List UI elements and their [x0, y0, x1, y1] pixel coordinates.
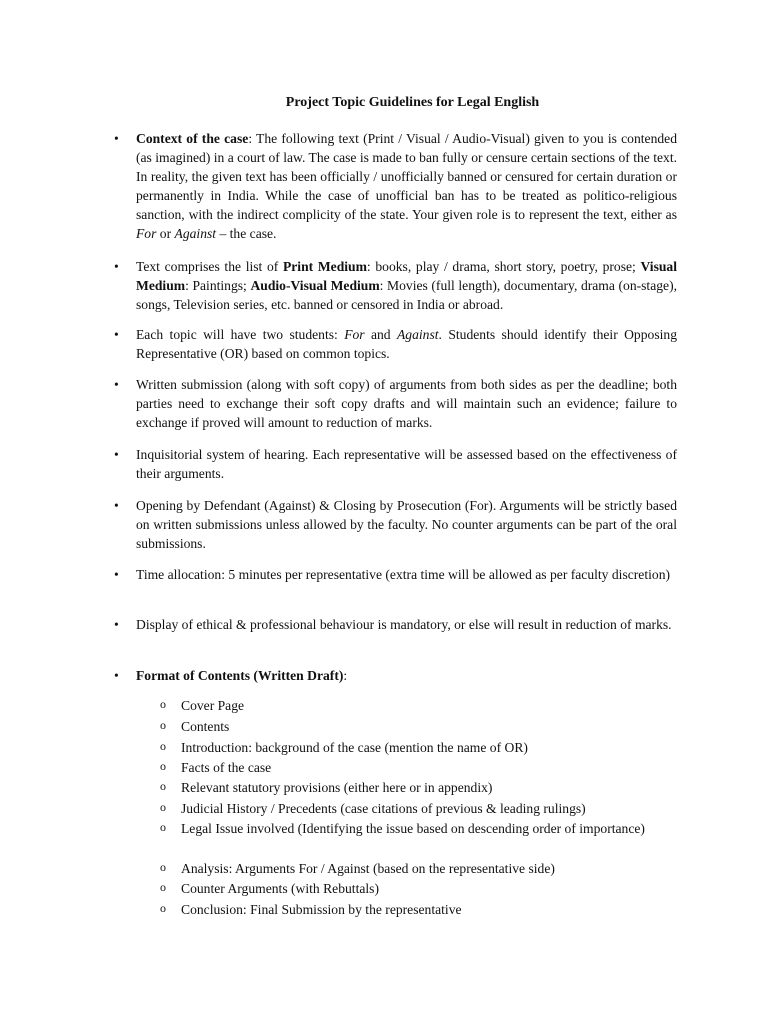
bullet-time-allocation: • Time allocation: 5 minutes per representative (extra time will be allowed as per faculty discretion) [136, 565, 677, 584]
format-item-introduction: o Introduction: background of the case (mention the name of OR) [181, 738, 677, 757]
bullet-each-topic: • Each topic will have two students: For and Against. Students should identify their Opposing Representative (OR) based on common topics. [136, 325, 677, 363]
bullet-text-comprises: • Text comprises the list of Print Medium: books, play / drama, short story, poetry, prose; Visual Medium: Paintings; Audio-Visual Medium: Movies (full length), documentary, drama (on-stage), songs, Television series, etc. banned or censored in India or abroad. [136, 257, 677, 314]
context-label: Context of the case [136, 131, 249, 146]
document-title: Project Topic Guidelines for Legal English [285, 95, 540, 110]
bullet-inquisitorial: • Inquisitorial system of hearing. Each representative will be assessed based on the effectiveness of their arguments. [136, 445, 677, 483]
format-item-counter-arguments: o Counter Arguments (with Rebuttals) [181, 879, 677, 898]
format-item-contents: o Contents [181, 717, 677, 736]
bullet-written-submission: • Written submission (along with soft copy) of arguments from both sides as per the deadline; both parties need to exchange their soft copy drafts and will maintain such an evidence; failure to exchange if proved will amount to reduction of marks. [136, 375, 677, 432]
format-item-analysis: o Analysis: Arguments For / Against (based on the representative side) [181, 859, 677, 878]
bullet-display: • Display of ethical & professional behaviour is mandatory, or else will result in reduction of marks. [136, 615, 677, 634]
bullet-opening: • Opening by Defendant (Against) & Closing by Prosecution (For). Arguments will be strictly based on written submissions unless allowed by the faculty. No counter arguments can be part of the oral submissions. [136, 496, 677, 553]
format-item-judicial-history: o Judicial History / Precedents (case citations of previous & leading rulings) [181, 799, 677, 818]
bullet-context: • Context of the case: The following text (Print / Visual / Audio-Visual) given to you is contended (as imagined) in a court of law. The case is made to ban fully or censure certain sections of the text. In reality, the given text has been officially / unofficially banned or censured for certain duration or permanently in India. While the case of unofficial ban has to be treated as politico-religious sanction, with the indirect complicity of the state. Your given role is to represent the text, either as For or Against – the case. [136, 129, 677, 243]
format-item-conclusion: o Conclusion: Final Submission by the representative [181, 900, 677, 919]
format-item-facts: o Facts of the case [181, 758, 677, 777]
bullet-format: • Format of Contents (Written Draft): [136, 666, 677, 685]
format-item-legal-issue: o Legal Issue involved (Identifying the issue based on descending order of importance) [181, 819, 677, 838]
format-item-statutory: o Relevant statutory provisions (either here or in appendix) [181, 778, 677, 797]
format-item-cover-page: o Cover Page [181, 696, 677, 715]
